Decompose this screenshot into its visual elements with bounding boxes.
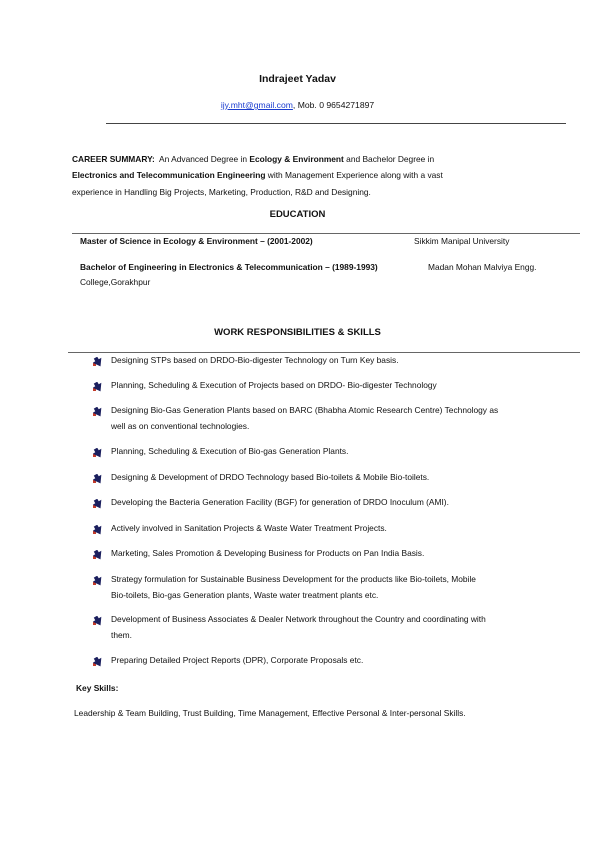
work-item <box>111 521 387 537</box>
degree-name: Master of Science in Ecology & Environment – <box>80 236 268 246</box>
work-item <box>111 495 449 511</box>
summary-text: and Bachelor Degree in <box>343 154 435 164</box>
work-item-line: Actively involved in Sanitation Projects & Waste Water Treatment Projects. <box>111 523 387 533</box>
arrow-bullet-icon <box>93 497 105 508</box>
institution-name: Madan Mohan Malviya Engg. <box>428 262 537 272</box>
work-item-line: Bio-toilets, Bio-gas Generation plants, Waste water treatment plants etc. <box>111 589 379 600</box>
summary-emphasis: Electronics and Telecommunication Engineering <box>72 170 266 181</box>
work-item-line: Preparing Detailed Project Reports (DPR), Corporate Proposals etc. <box>111 655 364 665</box>
summary-text: An Advanced Degree in <box>159 154 250 164</box>
work-item-line: well as on conventional technologies. <box>111 420 250 431</box>
work-item <box>111 403 498 434</box>
work-item-line: Strategy formulation for Sustainable Business Development for the products like Bio-toilets, Mobile <box>111 574 476 584</box>
email-link[interactable]: ijy.mht@gmail.com <box>220 100 293 110</box>
institution-name-continued: College,Gorakhpur <box>80 277 151 287</box>
arrow-bullet-icon <box>93 446 105 457</box>
education-heading: EDUCATION <box>269 209 326 220</box>
education-entry-masters <box>80 236 313 246</box>
arrow-bullet-icon <box>93 548 105 559</box>
header-divider <box>106 123 566 124</box>
work-item-line: Planning, Scheduling & Execution of Projects based on DRDO- Bio-digester Technology <box>111 380 437 390</box>
summary-line-3: experience in Handling Big Projects, Marketing, Production, R&D and Designing. <box>72 186 371 197</box>
arrow-bullet-icon <box>93 405 105 416</box>
work-heading: WORK RESPONSIBILITIES & SKILLS <box>214 327 381 338</box>
work-item-line: Planning, Scheduling & Execution of Bio-gas Generation Plants. <box>111 446 349 456</box>
work-item-line: Developing the Bacteria Generation Facility (BGF) for generation of DRDO Inoculum (AMI). <box>111 497 449 507</box>
summary-label: CAREER SUMMARY: <box>72 154 155 164</box>
work-item <box>111 353 399 369</box>
arrow-bullet-icon <box>93 574 105 585</box>
work-item <box>111 444 348 460</box>
degree-years: (1989-1993) <box>332 262 378 272</box>
work-item <box>111 653 363 669</box>
arrow-bullet-icon <box>93 380 105 391</box>
education-entry-bachelors <box>80 262 378 272</box>
degree-years: (2001-2002) <box>267 236 313 246</box>
key-skills-heading: Key Skills: <box>76 683 119 693</box>
institution-name: Sikkim Manipal University <box>414 236 510 246</box>
work-item <box>111 546 424 562</box>
work-item <box>111 612 486 643</box>
work-item-line: Designing Bio-Gas Generation Plants based on BARC (Bhabha Atomic Research Centre) Technology as <box>111 405 499 415</box>
phone-text: , Mob. 0 9654271897 <box>292 100 375 110</box>
education-divider <box>72 233 580 234</box>
arrow-bullet-icon <box>93 523 105 534</box>
arrow-bullet-icon <box>93 614 105 625</box>
summary-line-2 <box>72 167 542 183</box>
work-item-line: Designing STPs based on DRDO-Bio-digester Technology on Turn Key basis. <box>111 355 399 365</box>
degree-name: Bachelor of Engineering in Electronics & Telecommunication – <box>80 262 333 272</box>
work-item-line: Marketing, Sales Promotion & Developing Business for Products on Pan India Basis. <box>111 548 425 558</box>
work-item <box>111 378 437 394</box>
contact-line <box>0 100 595 110</box>
summary-emphasis: Ecology & Environment <box>249 154 344 164</box>
work-item <box>111 470 429 486</box>
arrow-bullet-icon <box>93 655 105 666</box>
work-item-line: Designing & Development of DRDO Technology based Bio-toilets & Mobile Bio-toilets. <box>111 472 430 482</box>
career-summary <box>72 151 542 200</box>
work-item <box>111 572 476 603</box>
candidate-name: Indrajeet Yadav <box>259 73 336 85</box>
arrow-bullet-icon <box>93 355 105 366</box>
work-item-line: them. <box>111 629 132 640</box>
work-item-line: Development of Business Associates & Dealer Network throughout the Country and coordinating with <box>111 614 486 624</box>
arrow-bullet-icon <box>93 472 105 483</box>
summary-text: with Management Experience along with a vast <box>265 170 443 181</box>
summary-line-1 <box>72 151 542 167</box>
key-skills-text: Leadership & Team Building, Trust Building, Time Management, Effective Personal & Inter-personal Skills. <box>74 708 466 718</box>
